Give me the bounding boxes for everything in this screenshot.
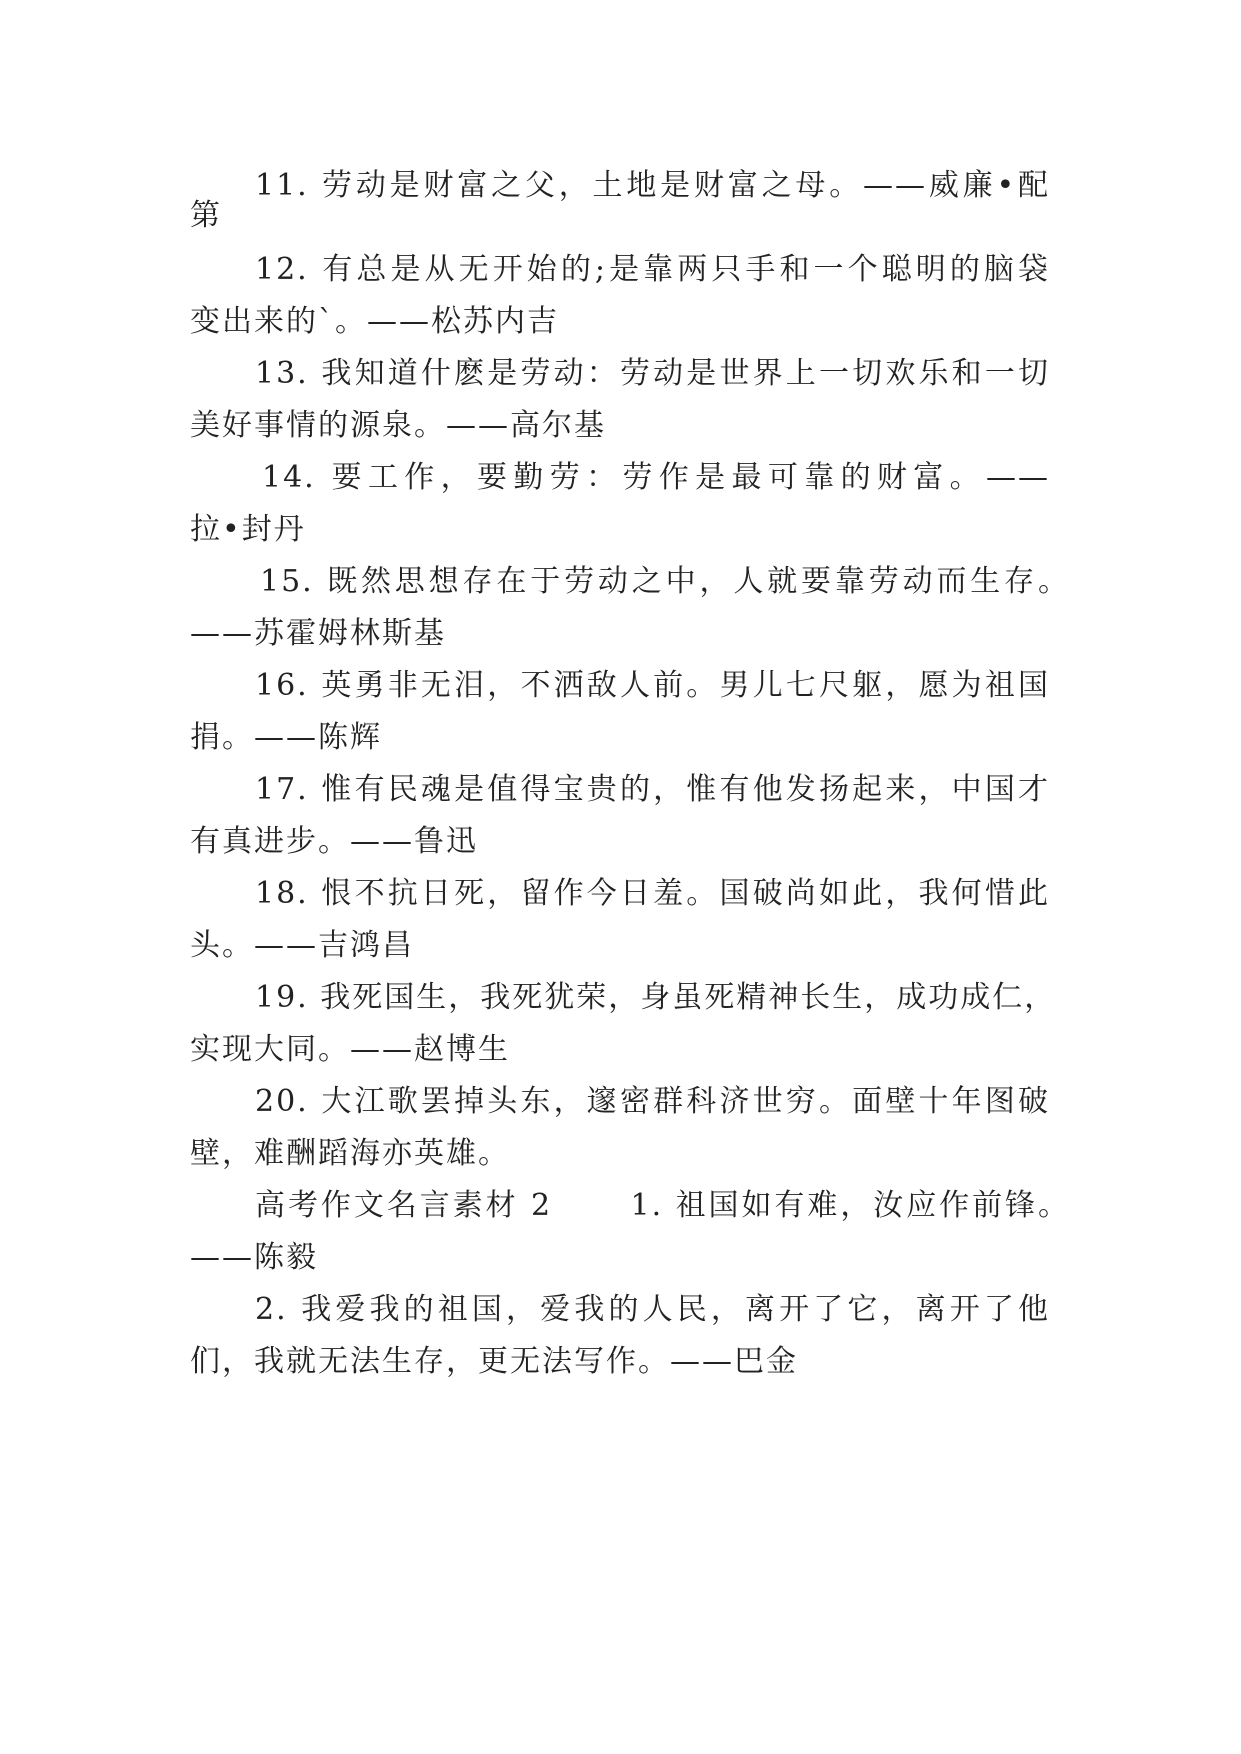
quote-11-line-2: 第 xyxy=(190,198,222,233)
quote-12-line-1: 12. 有总是从无开始的;是靠两只手和一个聪明的脑袋 xyxy=(255,252,1050,287)
quote-19-line-2: 实现大同。——赵博生 xyxy=(190,1032,510,1067)
section-quote-1-line-2: ——陈毅 xyxy=(190,1240,318,1275)
quote-17-line-2: 有真进步。——鲁迅 xyxy=(190,824,478,859)
quote-13-line-2: 美好事情的源泉。——高尔基 xyxy=(190,408,606,443)
quote-14-line-1: 14. 要工作，要勤劳：劳作是最可靠的财富。—— xyxy=(262,460,1050,495)
quote-16-line-2: 捐。——陈辉 xyxy=(190,720,382,755)
quote-17-line-1: 17. 惟有民魂是值得宝贵的，惟有他发扬起来，中国才 xyxy=(255,772,1050,807)
section-quote-2-line-1: 2. 我爱我的祖国，爱我的人民，离开了它，离开了他 xyxy=(255,1292,1050,1327)
quote-14-line-2: 拉•封丹 xyxy=(190,512,306,547)
quote-15-line-2: ——苏霍姆林斯基 xyxy=(190,616,446,651)
section-heading-line: 高考作文名言素材 2 1. 祖国如有难，汝应作前锋。 xyxy=(255,1188,1070,1223)
section-quote-2-line-2: 们，我就无法生存，更无法写作。——巴金 xyxy=(190,1344,798,1379)
quote-20-line-2: 壁，难酬蹈海亦英雄。 xyxy=(190,1136,510,1171)
quote-12-line-2: 变出来的`。——松苏内吉 xyxy=(190,304,559,339)
quote-19-line-1: 19. 我死国生，我死犹荣，身虽死精神长生，成功成仁， xyxy=(255,980,1057,1015)
quote-18-line-2: 头。——吉鸿昌 xyxy=(190,928,414,963)
quote-18-line-1: 18. 恨不抗日死，留作今日羞。国破尚如此，我何惜此 xyxy=(255,876,1050,911)
quote-20-line-1: 20. 大江歌罢掉头东，邃密群科济世穷。面壁十年图破 xyxy=(255,1084,1050,1119)
quote-11-line-1: 11. 劳动是财富之父，土地是财富之母。——威廉•配 xyxy=(255,168,1050,203)
quote-13-line-1: 13. 我知道什麽是劳动：劳动是世界上一切欢乐和一切 xyxy=(255,356,1050,391)
quote-16-line-1: 16. 英勇非无泪，不洒敌人前。男儿七尺躯，愿为祖国 xyxy=(255,668,1050,703)
quote-15-line-1: 15. 既然思想存在于劳动之中，人就要靠劳动而生存。 xyxy=(260,564,1070,599)
